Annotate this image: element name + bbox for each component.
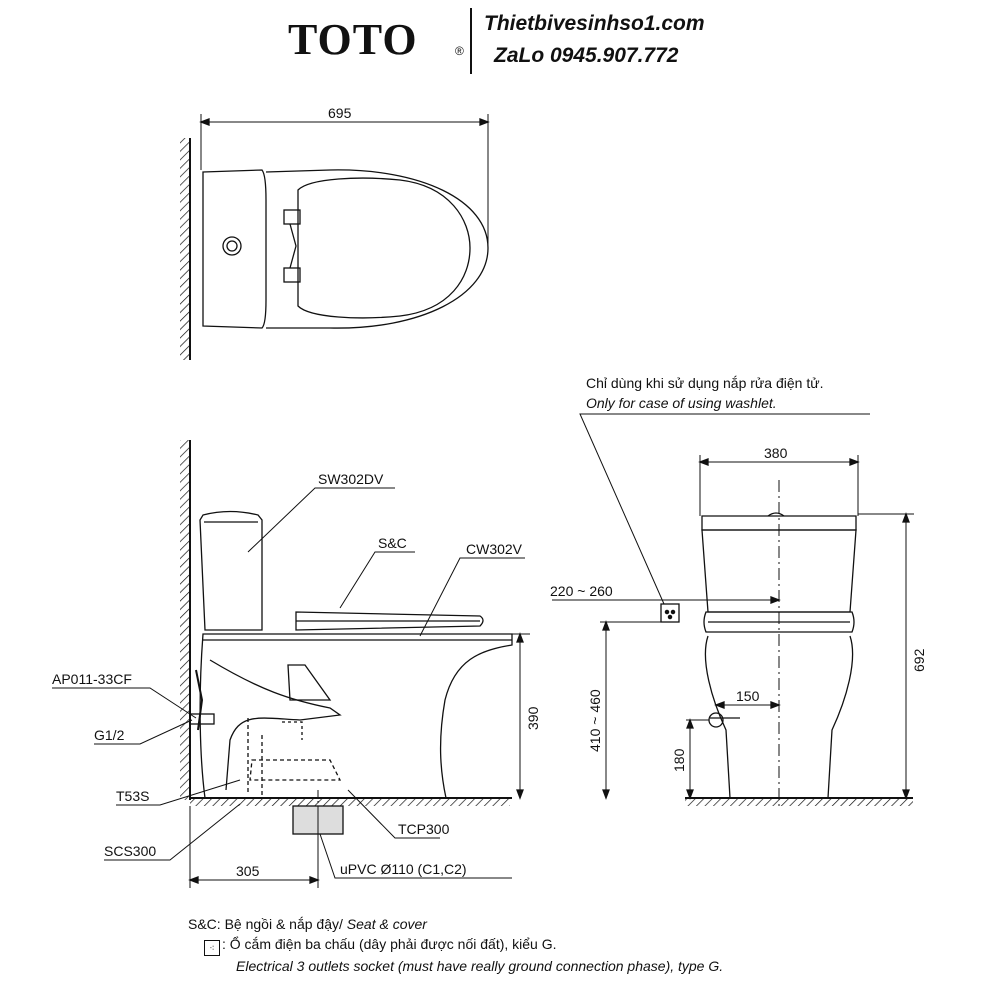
flush-button-icon (223, 237, 241, 255)
legend-socket-en: Electrical 3 outlets socket (must have really ground connection phase), type G. (236, 958, 724, 974)
brand-registered-mark: ® (455, 44, 464, 58)
wall-hatch-top (180, 138, 190, 360)
seat-top (298, 178, 470, 318)
dim-inlet-offset: 150 (736, 688, 760, 704)
label-pipe: uPVC Ø110 (C1,C2) (340, 861, 467, 877)
dim-total-height: 692 (911, 648, 927, 672)
label-tank: SW302DV (318, 471, 384, 487)
inlet-valve-side (190, 714, 214, 724)
label-inlet: G1/2 (94, 727, 125, 743)
dim-inlet-height: 180 (671, 748, 687, 772)
trap-side (210, 660, 340, 790)
legend-socket (188, 934, 723, 956)
dim-socket-height: 410 ~ 460 (587, 689, 603, 752)
dim-front-width: 380 (764, 445, 788, 461)
legend-socket-en-row (188, 956, 723, 976)
dim-side-height: 390 (525, 706, 541, 730)
floor-hatch-front (685, 798, 913, 806)
bowl-top-outer (266, 170, 488, 328)
tank-top (203, 170, 266, 328)
washlet-note-en: Only for case of using washlet. (586, 395, 777, 411)
floor-hatch-side (190, 798, 510, 806)
legend-sc-key: S&C: (188, 916, 221, 932)
legend-seat-cover (188, 914, 723, 934)
contact-text: ZaLo 0945.907.772 (494, 44, 679, 67)
dim-side-offset: 305 (236, 863, 260, 879)
legend-socket-vi: : Ổ cắm điện ba chấu (dây phải được nối đất), kiểu G. (222, 936, 557, 952)
wall-hatch-side (180, 440, 190, 800)
label-bolt: T53S (116, 788, 150, 804)
dim-socket-offset: 220 ~ 260 (550, 583, 613, 599)
website-text: Thietbivesinhso1.com (484, 12, 705, 35)
label-bowl: CW302V (466, 541, 523, 557)
label-seat: S&C (378, 535, 407, 551)
tank-side (200, 512, 262, 631)
socket-icon: ⁖ (204, 940, 220, 956)
legend-sc-en: Seat & cover (346, 916, 427, 932)
side-view (52, 440, 530, 888)
legend-sc-vi: Bệ ngồi & nắp đậy/ (224, 916, 343, 932)
socket-icon (661, 604, 679, 622)
bowl-side (200, 634, 512, 798)
dim-top-width: 695 (328, 105, 352, 121)
label-pipe-part: TCP300 (398, 821, 450, 837)
label-flange: SCS300 (104, 843, 157, 859)
front-view (552, 414, 914, 810)
label-valve: AP011-33CF (52, 671, 132, 687)
legend (188, 914, 723, 976)
washlet-note-vi: Chỉ dùng khi sử dụng nắp rửa điện tử. (586, 375, 824, 391)
top-view (180, 114, 488, 360)
brand-logo: TOTO (288, 15, 418, 64)
